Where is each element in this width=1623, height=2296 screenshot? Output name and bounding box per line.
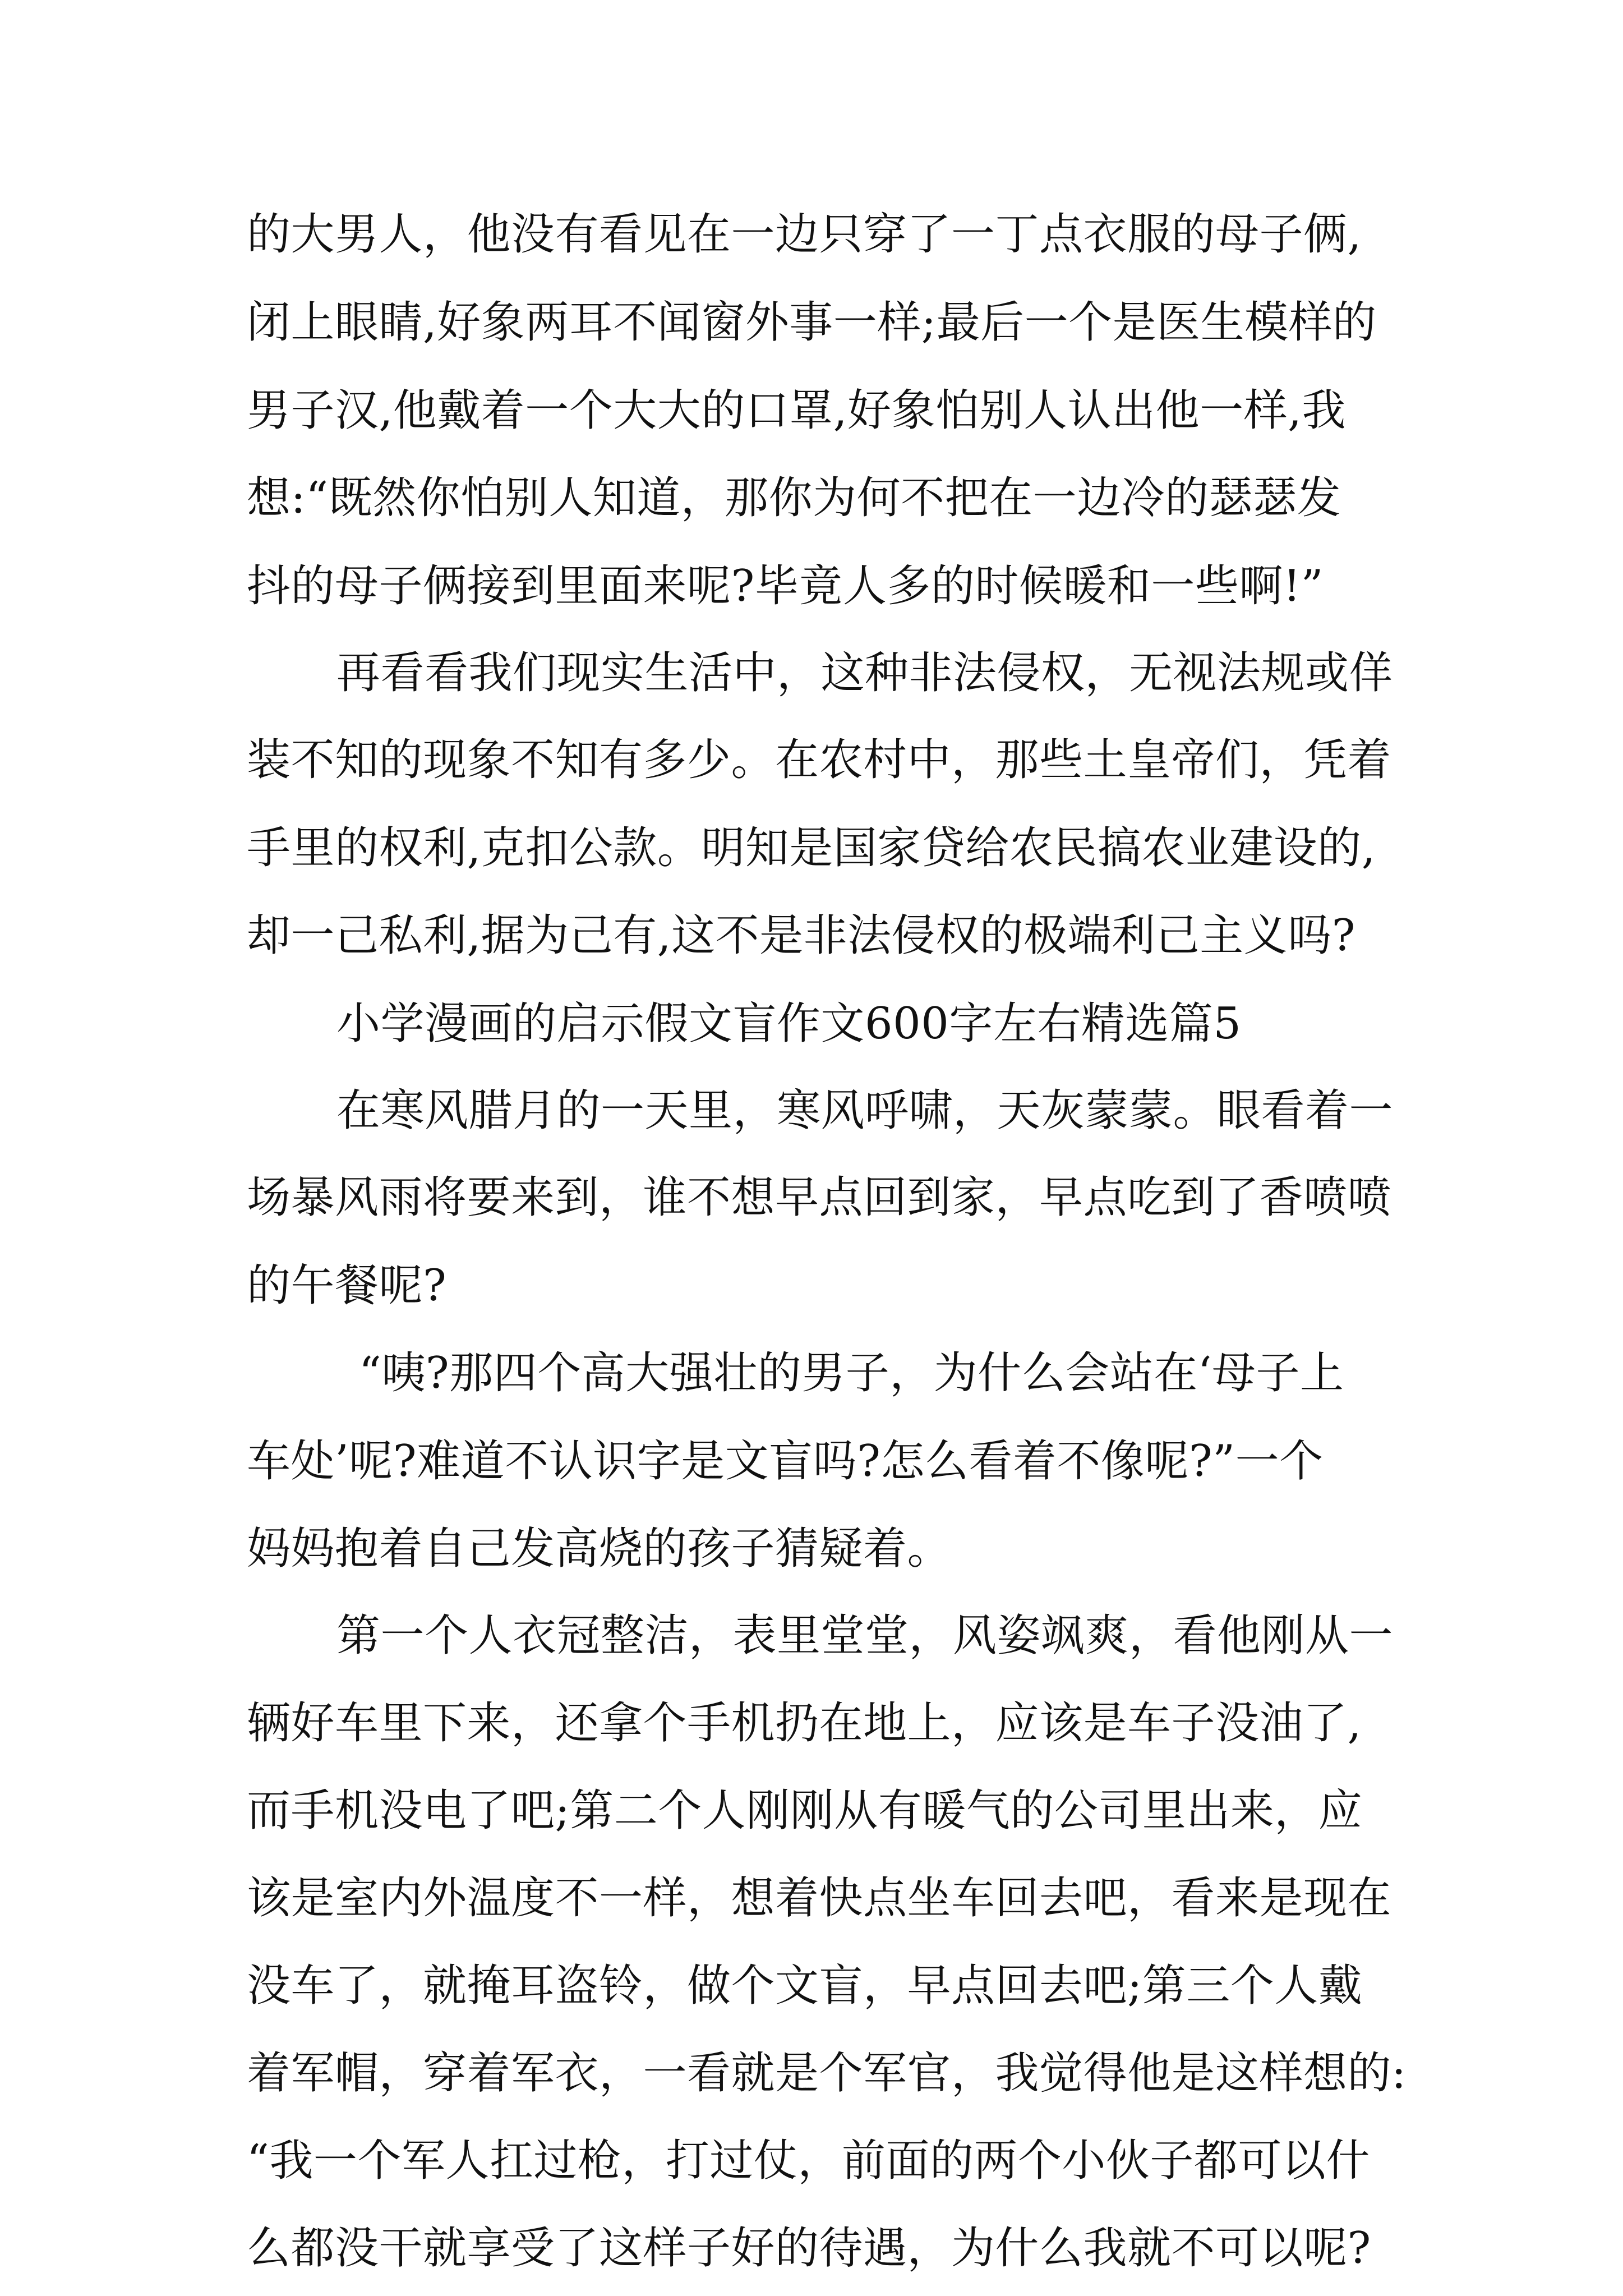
paragraph-start-line: 在寒风腊月的一天里，寒风呼啸，天灰蒙蒙。眼看着一 bbox=[336, 1085, 1394, 1136]
text-line: 而手机没电了吧;第二个人刚刚从有暖气的公司里出来，应 bbox=[247, 1786, 1363, 1836]
text-line: 装不知的现象不知有多少。在农村中，那些土皇帝们，凭着 bbox=[247, 735, 1392, 785]
text-line: 该是室内外温度不一样，想着快点坐车回去吧，看来是现在 bbox=[247, 1873, 1392, 1924]
text-line: 没车了，就掩耳盗铃，做个文盲，早点回去吧;第三个人戴 bbox=[247, 1961, 1363, 2011]
text-line: “我一个军人扛过枪，打过仗，前面的两个小伙子都可以什 bbox=[247, 2136, 1370, 2186]
text-line: 辆好车里下来，还拿个手机扔在地上，应该是车子没油了, bbox=[247, 1698, 1362, 1749]
text-line: 手里的权利,克扣公款。明知是国家贷给农民搞农业建设的, bbox=[247, 823, 1376, 873]
paragraph-start-line: 再看看我们现实生活中，这种非法侵权，无视法规或佯 bbox=[336, 648, 1394, 698]
text-line: 车处’呢?难道不认识字是文盲吗?怎么看着不像呢?”一个 bbox=[247, 1436, 1324, 1487]
section-heading: 小学漫画的启示假文盲作文600字左右精选篇5 bbox=[336, 999, 1242, 1049]
text-line: 妈妈抱着自己发高烧的孩子猜疑着。 bbox=[247, 1524, 952, 1574]
text-line: 想:“既然你怕别人知道，那你为何不把在一边冷的瑟瑟发 bbox=[247, 473, 1341, 523]
text-line: 场暴风雨将要来到，谁不想早点回到家，早点吃到了香喷喷 bbox=[247, 1172, 1392, 1223]
text-line: 的大男人，他没有看见在一边只穿了一丁点衣服的母子俩, bbox=[247, 209, 1362, 260]
paragraph-start-line: 第一个人衣冠整洁，表里堂堂，风姿飒爽，看他刚从一 bbox=[336, 1611, 1394, 1661]
text-line: 闭上眼睛,好象两耳不闻窗外事一样;最后一个是医生模样的 bbox=[247, 297, 1377, 348]
paragraph-start-line: “咦?那四个高大强壮的男子，为什么会站在‘母子上 bbox=[359, 1348, 1344, 1398]
text-line: 着军帽，穿着军衣，一看就是个军官，我觉得他是这样想的: bbox=[247, 2048, 1407, 2099]
text-line: 却一己私利,据为己有,这不是非法侵权的极端利己主义吗? bbox=[247, 910, 1355, 961]
text-line: 的午餐呢? bbox=[247, 1260, 447, 1311]
text-line: 抖的母子俩接到里面来呢?毕竟人多的时候暖和一些啊!” bbox=[247, 561, 1324, 611]
text-line: 男子汉,他戴着一个大大的口罩,好象怕别人认出他一样,我 bbox=[247, 385, 1346, 436]
text-line: 么都没干就享受了这样子好的待遇，为什么我就不可以呢? bbox=[247, 2223, 1371, 2274]
